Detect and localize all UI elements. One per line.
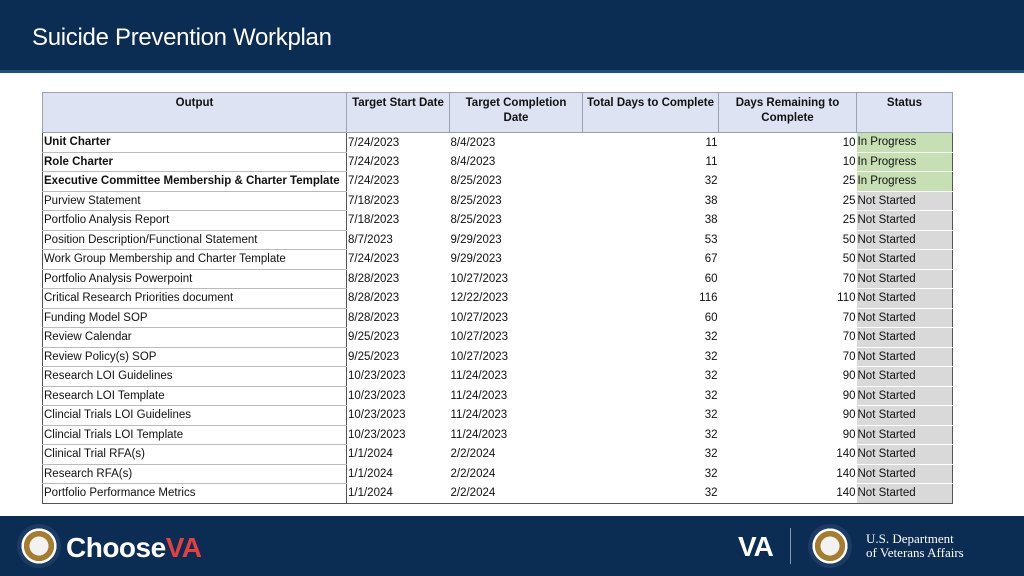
- status-cell[interactable]: Not Started: [857, 191, 953, 211]
- total-days-cell[interactable]: 32: [704, 350, 718, 363]
- column-header-completion[interactable]: Target Completion Date: [450, 93, 583, 133]
- start-date-cell[interactable]: 10/23/2023: [348, 409, 406, 422]
- table-row[interactable]: [43, 289, 953, 309]
- status-cell[interactable]: Not Started: [857, 464, 953, 484]
- total-days-cell[interactable]: 32: [704, 428, 718, 441]
- department-name-line1: U.S. Department: [866, 531, 954, 546]
- output-cell[interactable]: Executive Committee Membership & Charter Template: [43, 172, 347, 192]
- department-name-line2: of Veterans Affairs: [866, 545, 964, 560]
- completion-date-cell[interactable]: 11/24/2023: [450, 389, 508, 402]
- output-cell[interactable]: Unit Charter: [43, 133, 347, 153]
- output-cell[interactable]: Critical Research Priorities document: [43, 289, 347, 309]
- days-remaining-cell[interactable]: 10: [842, 155, 856, 168]
- completion-date-cell[interactable]: 2/2/2024: [450, 448, 496, 461]
- table-row[interactable]: [43, 269, 953, 289]
- output-cell[interactable]: Clinical Trial RFA(s): [43, 445, 347, 465]
- total-days-cell[interactable]: 32: [704, 467, 718, 480]
- status-cell[interactable]: Not Started: [857, 250, 953, 270]
- days-remaining-cell[interactable]: 90: [842, 389, 856, 402]
- output-cell[interactable]: Purview Statement: [43, 191, 347, 211]
- days-remaining-cell[interactable]: 140: [719, 484, 857, 504]
- column-header-output[interactable]: Output: [43, 93, 347, 133]
- days-remaining-cell[interactable]: 10: [719, 133, 857, 153]
- days-remaining-cell[interactable]: 90: [842, 409, 856, 422]
- status-cell[interactable]: Not Started: [857, 230, 953, 250]
- days-remaining-cell[interactable]: 70: [842, 311, 856, 324]
- status-cell[interactable]: Not Started: [857, 484, 953, 504]
- days-remaining-cell[interactable]: 50: [842, 253, 856, 266]
- table-row[interactable]: [43, 230, 953, 250]
- completion-date-cell[interactable]: 11/24/2023: [450, 370, 508, 383]
- page-title: Suicide Prevention Workplan: [32, 24, 332, 51]
- table-row[interactable]: [43, 172, 953, 192]
- table-row[interactable]: [43, 211, 953, 231]
- completion-date-cell[interactable]: 8/4/2023: [450, 155, 496, 168]
- days-remaining-cell[interactable]: 90: [842, 428, 856, 441]
- days-remaining-cell[interactable]: 25: [842, 194, 856, 207]
- start-date-cell[interactable]: 7/24/2023: [347, 133, 450, 153]
- status-cell[interactable]: Not Started: [857, 211, 953, 231]
- table-body: [43, 133, 953, 504]
- start-date-cell[interactable]: 8/7/2023: [348, 233, 393, 246]
- completion-date-cell[interactable]: 10/27/2023: [450, 272, 509, 285]
- status-cell[interactable]: Not Started: [857, 386, 953, 406]
- total-days-cell[interactable]: 32: [704, 331, 718, 344]
- table-row[interactable]: [43, 484, 953, 504]
- status-cell[interactable]: Not Started: [857, 308, 953, 328]
- completion-date-cell[interactable]: 2/2/2024: [450, 484, 583, 504]
- output-cell[interactable]: Portfolio Analysis Powerpoint: [43, 269, 347, 289]
- start-date-cell[interactable]: 9/25/2023: [348, 331, 400, 344]
- total-days-cell[interactable]: 32: [583, 484, 719, 504]
- table-row[interactable]: [43, 406, 953, 426]
- table-row[interactable]: [43, 386, 953, 406]
- status-cell[interactable]: In Progress: [857, 172, 953, 192]
- total-days-cell[interactable]: 53: [704, 233, 718, 246]
- output-cell[interactable]: Review Calendar: [43, 328, 347, 348]
- total-days-cell[interactable]: 60: [704, 272, 718, 285]
- completion-date-cell[interactable]: 10/27/2023: [450, 331, 509, 344]
- column-header-status[interactable]: Status: [857, 93, 953, 133]
- va-seal-icon: [17, 524, 61, 568]
- start-date-cell[interactable]: 7/18/2023: [348, 214, 400, 227]
- output-cell[interactable]: Position Description/Functional Statement: [43, 230, 347, 250]
- status-cell[interactable]: Not Started: [857, 445, 953, 465]
- footer-bar: [0, 516, 1024, 576]
- choose-va-accent: VA: [165, 532, 202, 563]
- status-cell[interactable]: Not Started: [857, 289, 953, 309]
- start-date-cell[interactable]: 10/23/2023: [348, 428, 406, 441]
- column-header-start[interactable]: Target Start Date: [347, 93, 450, 133]
- days-remaining-cell[interactable]: 25: [842, 214, 856, 227]
- output-cell[interactable]: Research LOI Template: [43, 386, 347, 406]
- department-name: [866, 532, 964, 560]
- va-logo: VA: [738, 531, 773, 562]
- output-cell[interactable]: Review Policy(s) SOP: [43, 347, 347, 367]
- table-row[interactable]: [43, 347, 953, 367]
- total-days-cell[interactable]: 32: [704, 409, 718, 422]
- start-date-cell[interactable]: 8/28/2023: [348, 292, 400, 305]
- table-row[interactable]: [43, 328, 953, 348]
- status-cell[interactable]: Not Started: [857, 347, 953, 367]
- output-cell[interactable]: Work Group Membership and Charter Template: [43, 250, 347, 270]
- output-cell[interactable]: Research LOI Guidelines: [43, 367, 347, 387]
- start-date-cell[interactable]: 7/24/2023: [348, 155, 400, 168]
- table-row[interactable]: [43, 367, 953, 387]
- start-date-cell[interactable]: 1/1/2024: [347, 484, 450, 504]
- days-remaining-cell[interactable]: 70: [842, 350, 856, 363]
- column-header-total[interactable]: Total Days to Complete: [583, 93, 719, 133]
- total-days-cell[interactable]: 11: [583, 133, 719, 153]
- total-days-cell[interactable]: 32: [704, 370, 718, 383]
- completion-date-cell[interactable]: 10/27/2023: [450, 311, 509, 324]
- start-date-cell[interactable]: 1/1/2024: [348, 467, 393, 480]
- footer-divider: [790, 528, 791, 564]
- title-rule: [0, 70, 1024, 73]
- start-date-cell[interactable]: 7/24/2023: [348, 175, 400, 188]
- output-cell[interactable]: Role Charter: [43, 152, 347, 172]
- status-cell[interactable]: Not Started: [857, 269, 953, 289]
- total-days-cell[interactable]: 32: [704, 448, 718, 461]
- status-cell[interactable]: Not Started: [857, 367, 953, 387]
- completion-date-cell[interactable]: 12/22/2023: [450, 292, 509, 305]
- days-remaining-cell[interactable]: 140: [836, 467, 856, 480]
- status-cell[interactable]: In Progress: [857, 152, 953, 172]
- total-days-cell[interactable]: 38: [704, 194, 718, 207]
- output-cell[interactable]: Funding Model SOP: [43, 308, 347, 328]
- table-row[interactable]: [43, 425, 953, 445]
- table-header-row: [43, 93, 953, 133]
- completion-date-cell[interactable]: 9/29/2023: [450, 233, 502, 246]
- status-cell[interactable]: Not Started: [857, 406, 953, 426]
- completion-date-cell[interactable]: 9/29/2023: [450, 253, 502, 266]
- days-remaining-cell[interactable]: 140: [836, 448, 856, 461]
- table-row[interactable]: [43, 250, 953, 270]
- days-remaining-cell[interactable]: 90: [842, 370, 856, 383]
- total-days-cell[interactable]: 32: [704, 175, 718, 188]
- output-cell[interactable]: Research RFA(s): [43, 464, 347, 484]
- completion-date-cell[interactable]: 2/2/2024: [450, 467, 496, 480]
- table-row[interactable]: [43, 464, 953, 484]
- days-remaining-cell[interactable]: 50: [842, 233, 856, 246]
- table-row[interactable]: [43, 308, 953, 328]
- total-days-cell[interactable]: 60: [704, 311, 718, 324]
- completion-date-cell[interactable]: 11/24/2023: [450, 428, 508, 441]
- column-header-remaining[interactable]: Days Remaining to Complete: [719, 93, 857, 133]
- workplan-table: [42, 92, 953, 504]
- output-cell[interactable]: Portfolio Performance Metrics: [43, 484, 347, 504]
- total-days-cell[interactable]: 116: [699, 292, 718, 305]
- days-remaining-cell[interactable]: 110: [837, 292, 856, 305]
- title-bar: [0, 0, 1024, 73]
- output-cell[interactable]: Clincial Trials LOI Guidelines: [43, 406, 347, 426]
- choose-va-prefix: Choose: [66, 532, 166, 563]
- completion-date-cell[interactable]: 8/25/2023: [450, 175, 502, 188]
- start-date-cell[interactable]: 7/18/2023: [348, 194, 400, 207]
- table-row[interactable]: [43, 445, 953, 465]
- workplan-table-container: [42, 92, 953, 504]
- start-date-cell[interactable]: 9/25/2023: [348, 350, 400, 363]
- table-row[interactable]: [43, 152, 953, 172]
- output-cell[interactable]: Portfolio Analysis Report: [43, 211, 347, 231]
- start-date-cell[interactable]: 7/24/2023: [348, 253, 400, 266]
- table-row[interactable]: [43, 133, 953, 153]
- table-row[interactable]: [43, 191, 953, 211]
- total-days-cell[interactable]: 67: [704, 253, 718, 266]
- total-days-cell[interactable]: 11: [705, 155, 718, 168]
- completion-date-cell[interactable]: 8/25/2023: [450, 214, 502, 227]
- status-cell[interactable]: Not Started: [857, 425, 953, 445]
- choose-va-logo: [66, 532, 202, 564]
- total-days-cell[interactable]: 32: [704, 389, 718, 402]
- status-cell[interactable]: In Progress: [857, 133, 953, 153]
- start-date-cell[interactable]: 8/28/2023: [348, 272, 400, 285]
- status-cell[interactable]: Not Started: [857, 328, 953, 348]
- total-days-cell[interactable]: 38: [704, 214, 718, 227]
- completion-date-cell[interactable]: 10/27/2023: [450, 350, 509, 363]
- start-date-cell[interactable]: 8/28/2023: [348, 311, 400, 324]
- days-remaining-cell[interactable]: 70: [842, 331, 856, 344]
- output-cell[interactable]: Clincial Trials LOI Template: [43, 425, 347, 445]
- completion-date-cell[interactable]: 8/4/2023: [450, 133, 583, 153]
- completion-date-cell[interactable]: 8/25/2023: [450, 194, 502, 207]
- completion-date-cell[interactable]: 11/24/2023: [450, 409, 508, 422]
- days-remaining-cell[interactable]: 70: [842, 272, 856, 285]
- days-remaining-cell[interactable]: 25: [842, 175, 856, 188]
- start-date-cell[interactable]: 10/23/2023: [348, 370, 406, 383]
- department-seal-icon: [808, 524, 852, 568]
- start-date-cell[interactable]: 1/1/2024: [348, 448, 393, 461]
- start-date-cell[interactable]: 10/23/2023: [348, 389, 406, 402]
